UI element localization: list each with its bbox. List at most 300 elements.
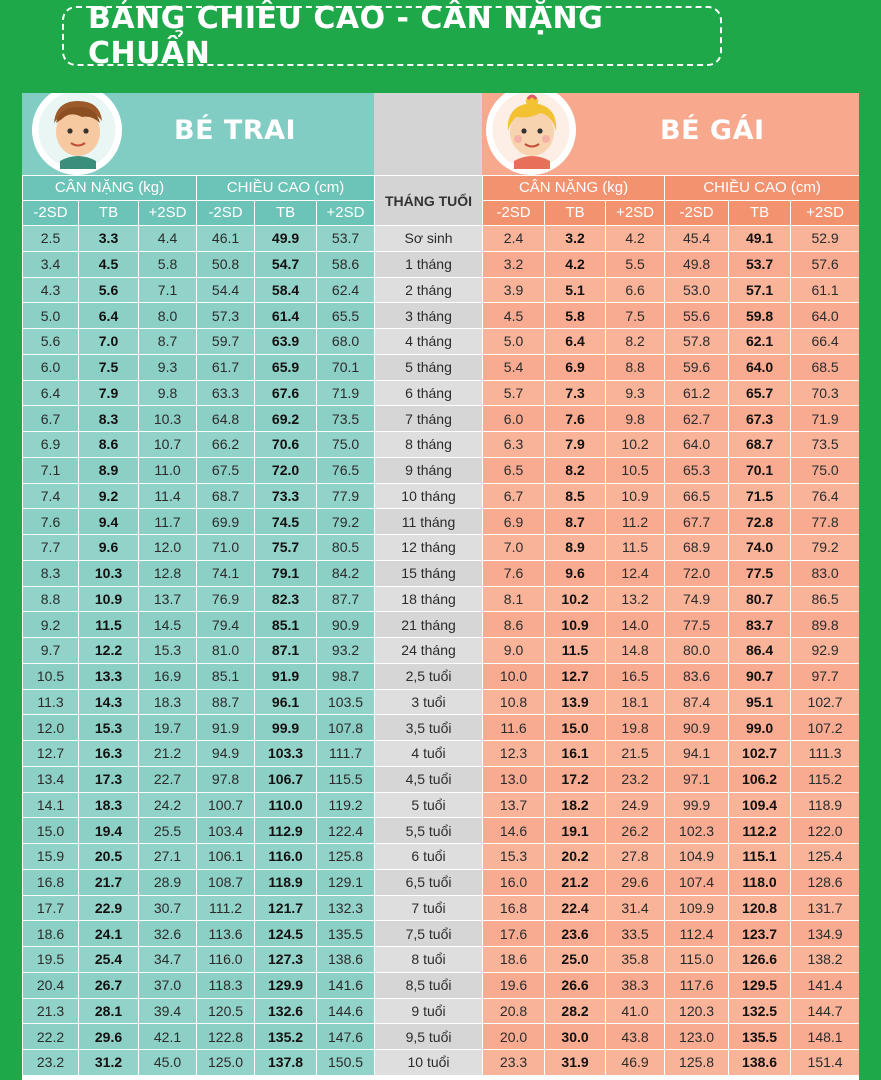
boy-cell: 3.4 <box>23 251 79 277</box>
boy-cell: 21.2 <box>139 741 197 767</box>
girl-cell: 10.0 <box>483 663 545 689</box>
boy-cell: 98.7 <box>317 663 375 689</box>
boy-cell: 63.9 <box>255 329 317 355</box>
girl-cell: 45.4 <box>665 226 729 252</box>
age-cell: 3,5 tuổi <box>375 715 483 741</box>
table-row <box>23 406 860 432</box>
boy-cell: 71.0 <box>197 535 255 561</box>
girl-cell: 19.8 <box>606 715 665 741</box>
age-cell: 1 tháng <box>375 251 483 277</box>
girl-cell: 22.4 <box>545 895 606 921</box>
boy-cell: 93.2 <box>317 638 375 664</box>
girl-cell: 79.2 <box>791 535 859 561</box>
boy-weight-subheader: +2SD <box>139 201 197 226</box>
boy-cell: 58.4 <box>255 277 317 303</box>
girl-cell: 5.1 <box>545 277 606 303</box>
girl-cell: 112.2 <box>729 818 791 844</box>
girl-cell: 11.2 <box>606 509 665 535</box>
boy-cell: 5.6 <box>23 329 79 355</box>
boy-cell: 111.2 <box>197 895 255 921</box>
girl-cell: 6.5 <box>483 457 545 483</box>
girl-cell: 24.9 <box>606 792 665 818</box>
table-row <box>23 818 860 844</box>
girl-cell: 77.5 <box>729 560 791 586</box>
girl-cell: 8.1 <box>483 586 545 612</box>
boy-cell: 110.0 <box>255 792 317 818</box>
girl-cell: 20.0 <box>483 1024 545 1050</box>
girl-cell: 94.1 <box>665 741 729 767</box>
girl-cell: 64.0 <box>791 303 859 329</box>
girl-cell: 71.9 <box>791 406 859 432</box>
girl-cell: 53.7 <box>729 251 791 277</box>
boy-cell: 7.5 <box>79 354 139 380</box>
boy-cell: 50.8 <box>197 251 255 277</box>
girl-cell: 11.6 <box>483 715 545 741</box>
girl-cell: 25.0 <box>545 947 606 973</box>
boy-cell: 66.2 <box>197 432 255 458</box>
girl-cell: 80.0 <box>665 638 729 664</box>
boy-cell: 11.7 <box>139 509 197 535</box>
age-cell: 5 tuổi <box>375 792 483 818</box>
girl-cell: 6.9 <box>483 509 545 535</box>
girl-cell: 115.1 <box>729 844 791 870</box>
boy-cell: 64.8 <box>197 406 255 432</box>
boy-cell: 7.0 <box>79 329 139 355</box>
boy-cell: 120.5 <box>197 998 255 1024</box>
age-cell: 3 tháng <box>375 303 483 329</box>
girl-cell: 49.8 <box>665 251 729 277</box>
boy-cell: 129.9 <box>255 972 317 998</box>
boy-cell: 12.7 <box>23 741 79 767</box>
girl-cell: 86.5 <box>791 586 859 612</box>
girl-cell: 8.6 <box>483 612 545 638</box>
boy-cell: 8.6 <box>79 432 139 458</box>
girl-cell: 126.6 <box>729 947 791 973</box>
girl-cell: 57.6 <box>791 251 859 277</box>
boy-cell: 96.1 <box>255 689 317 715</box>
table-row <box>23 586 860 612</box>
boy-cell: 135.5 <box>317 921 375 947</box>
boy-cell: 103.3 <box>255 741 317 767</box>
age-cell: 2,5 tuổi <box>375 663 483 689</box>
girl-cell: 97.1 <box>665 766 729 792</box>
boy-cell: 8.8 <box>23 586 79 612</box>
boy-cell: 87.7 <box>317 586 375 612</box>
boy-cell: 18.3 <box>139 689 197 715</box>
girl-cell: 8.9 <box>545 535 606 561</box>
boy-cell: 70.6 <box>255 432 317 458</box>
boy-cell: 11.4 <box>139 483 197 509</box>
girl-cell: 102.3 <box>665 818 729 844</box>
boy-cell: 74.5 <box>255 509 317 535</box>
boy-cell: 73.5 <box>317 406 375 432</box>
boy-cell: 135.2 <box>255 1024 317 1050</box>
table-row <box>23 663 860 689</box>
boy-cell: 85.1 <box>197 663 255 689</box>
boy-cell: 14.3 <box>79 689 139 715</box>
boy-cell: 8.0 <box>139 303 197 329</box>
boy-cell: 25.4 <box>79 947 139 973</box>
page-title: BẢNG CHIỀU CAO - CÂN NẶNG CHUẨN <box>88 1 604 71</box>
girl-cell: 65.7 <box>729 380 791 406</box>
boy-cell: 144.6 <box>317 998 375 1024</box>
boy-cell: 9.2 <box>23 612 79 638</box>
boy-cell: 10.3 <box>79 560 139 586</box>
girl-cell: 18.1 <box>606 689 665 715</box>
boy-cell: 16.8 <box>23 869 79 895</box>
boy-cell: 49.9 <box>255 226 317 252</box>
girl-cell: 31.9 <box>545 1050 606 1076</box>
age-cell: 24 tháng <box>375 638 483 664</box>
girl-height-subheader: TB <box>729 201 791 226</box>
girl-cell: 135.5 <box>729 1024 791 1050</box>
age-cell: 3 tuổi <box>375 689 483 715</box>
boy-cell: 29.6 <box>79 1024 139 1050</box>
girl-height-subheader: +2SD <box>791 201 859 226</box>
boy-cell: 4.3 <box>23 277 79 303</box>
boy-cell: 15.9 <box>23 844 79 870</box>
boy-cell: 132.3 <box>317 895 375 921</box>
boy-cell: 10.7 <box>139 432 197 458</box>
girl-cell: 8.5 <box>545 483 606 509</box>
girl-weight-subheader: +2SD <box>606 201 665 226</box>
table-row <box>23 998 860 1024</box>
boy-cell: 61.7 <box>197 354 255 380</box>
girl-cell: 23.2 <box>606 766 665 792</box>
girl-cell: 57.8 <box>665 329 729 355</box>
girl-cell: 10.9 <box>606 483 665 509</box>
boy-cell: 18.6 <box>23 921 79 947</box>
boy-cell: 132.6 <box>255 998 317 1024</box>
girl-cell: 86.4 <box>729 638 791 664</box>
boy-cell: 9.6 <box>79 535 139 561</box>
table-row <box>23 869 860 895</box>
age-cell: 9,5 tuổi <box>375 1024 483 1050</box>
girl-cell: 46.9 <box>606 1050 665 1076</box>
boy-cell: 75.0 <box>317 432 375 458</box>
boy-cell: 2.5 <box>23 226 79 252</box>
girl-cell: 53.0 <box>665 277 729 303</box>
boy-cell: 116.0 <box>197 947 255 973</box>
table-row <box>23 792 860 818</box>
girl-cell: 67.3 <box>729 406 791 432</box>
girl-cell: 73.5 <box>791 432 859 458</box>
girl-cell: 83.0 <box>791 560 859 586</box>
girl-cell: 20.8 <box>483 998 545 1024</box>
boy-cell: 6.0 <box>23 354 79 380</box>
table-row <box>23 947 860 973</box>
girl-cell: 68.7 <box>729 432 791 458</box>
table-row <box>23 432 860 458</box>
girl-cell: 59.8 <box>729 303 791 329</box>
age-cell: 5,5 tuổi <box>375 818 483 844</box>
girl-cell: 7.6 <box>483 560 545 586</box>
girl-cell: 118.0 <box>729 869 791 895</box>
girl-cell: 64.0 <box>729 354 791 380</box>
boy-cell: 21.3 <box>23 998 79 1024</box>
girl-cell: 115.2 <box>791 766 859 792</box>
girl-cell: 49.1 <box>729 226 791 252</box>
boy-cell: 122.8 <box>197 1024 255 1050</box>
boy-cell: 147.6 <box>317 1024 375 1050</box>
boy-cell: 108.7 <box>197 869 255 895</box>
boy-cell: 9.4 <box>79 509 139 535</box>
table-row <box>23 354 860 380</box>
girl-cell: 5.0 <box>483 329 545 355</box>
boy-cell: 23.2 <box>23 1050 79 1076</box>
boy-cell: 11.5 <box>79 612 139 638</box>
boy-cell: 4.5 <box>79 251 139 277</box>
boy-cell: 125.8 <box>317 844 375 870</box>
boy-cell: 112.9 <box>255 818 317 844</box>
table-row <box>23 535 860 561</box>
boy-cell: 69.2 <box>255 406 317 432</box>
girl-cell: 95.1 <box>729 689 791 715</box>
girl-cell: 13.9 <box>545 689 606 715</box>
boy-cell: 6.4 <box>23 380 79 406</box>
girl-cell: 9.0 <box>483 638 545 664</box>
girl-cell: 71.5 <box>729 483 791 509</box>
girl-cell: 67.7 <box>665 509 729 535</box>
girl-cell: 74.9 <box>665 586 729 612</box>
age-header: THÁNG TUỔI <box>375 176 483 226</box>
boy-cell: 6.4 <box>79 303 139 329</box>
girl-cell: 11.5 <box>606 535 665 561</box>
boy-cell: 11.3 <box>23 689 79 715</box>
age-cell: 15 tháng <box>375 560 483 586</box>
girl-cell: 13.2 <box>606 586 665 612</box>
table-row <box>23 844 860 870</box>
boy-cell: 71.9 <box>317 380 375 406</box>
girl-cell: 7.0 <box>483 535 545 561</box>
boy-cell: 37.0 <box>139 972 197 998</box>
boy-cell: 141.6 <box>317 972 375 998</box>
age-cell: 7,5 tuổi <box>375 921 483 947</box>
girl-cell: 33.5 <box>606 921 665 947</box>
boy-cell: 7.4 <box>23 483 79 509</box>
girl-cell: 83.7 <box>729 612 791 638</box>
girl-cell: 10.2 <box>606 432 665 458</box>
boy-cell: 22.2 <box>23 1024 79 1050</box>
boy-cell: 13.4 <box>23 766 79 792</box>
girl-cell: 138.2 <box>791 947 859 973</box>
age-cell: 10 tuổi <box>375 1050 483 1076</box>
boy-cell: 7.7 <box>23 535 79 561</box>
boy-cell: 24.2 <box>139 792 197 818</box>
girl-cell: 17.2 <box>545 766 606 792</box>
girl-cell: 102.7 <box>791 689 859 715</box>
girl-cell: 9.6 <box>545 560 606 586</box>
girl-cell: 109.9 <box>665 895 729 921</box>
girl-cell: 61.2 <box>665 380 729 406</box>
boy-height-subheader: +2SD <box>317 201 375 226</box>
table-row <box>23 509 860 535</box>
girl-cell: 120.3 <box>665 998 729 1024</box>
girl-cell: 4.5 <box>483 303 545 329</box>
girl-cell: 62.7 <box>665 406 729 432</box>
girl-cell: 16.8 <box>483 895 545 921</box>
girl-cell: 70.1 <box>729 457 791 483</box>
girl-cell: 138.6 <box>729 1050 791 1076</box>
girl-cell: 29.6 <box>606 869 665 895</box>
boy-cell: 91.9 <box>197 715 255 741</box>
boy-cell: 7.1 <box>23 457 79 483</box>
boy-cell: 8.7 <box>139 329 197 355</box>
boy-cell: 67.5 <box>197 457 255 483</box>
girl-cell: 123.0 <box>665 1024 729 1050</box>
girl-cell: 6.7 <box>483 483 545 509</box>
boy-cell: 79.1 <box>255 560 317 586</box>
girl-cell: 2.4 <box>483 226 545 252</box>
girl-cell: 61.1 <box>791 277 859 303</box>
boy-cell: 12.8 <box>139 560 197 586</box>
boy-cell: 80.5 <box>317 535 375 561</box>
boy-cell: 57.3 <box>197 303 255 329</box>
girl-cell: 18.6 <box>483 947 545 973</box>
age-cell: 11 tháng <box>375 509 483 535</box>
boy-cell: 7.1 <box>139 277 197 303</box>
girl-cell: 77.5 <box>665 612 729 638</box>
girl-cell: 10.8 <box>483 689 545 715</box>
boy-cell: 9.7 <box>23 638 79 664</box>
boy-cell: 42.1 <box>139 1024 197 1050</box>
girl-cell: 3.9 <box>483 277 545 303</box>
girl-cell: 115.0 <box>665 947 729 973</box>
girl-cell: 62.1 <box>729 329 791 355</box>
age-cell: 5 tháng <box>375 354 483 380</box>
boy-cell: 20.5 <box>79 844 139 870</box>
girl-cell: 30.0 <box>545 1024 606 1050</box>
girl-cell: 75.0 <box>791 457 859 483</box>
girl-cell: 148.1 <box>791 1024 859 1050</box>
boy-cell: 9.8 <box>139 380 197 406</box>
girl-cell: 83.6 <box>665 663 729 689</box>
girl-cell: 18.2 <box>545 792 606 818</box>
girl-cell: 68.5 <box>791 354 859 380</box>
age-cell: Sơ sinh <box>375 226 483 252</box>
boy-cell: 22.9 <box>79 895 139 921</box>
boy-cell: 15.3 <box>139 638 197 664</box>
girl-cell: 111.3 <box>791 741 859 767</box>
girl-cell: 4.2 <box>606 226 665 252</box>
boy-cell: 107.8 <box>317 715 375 741</box>
girl-cell: 125.8 <box>665 1050 729 1076</box>
age-cell: 12 tháng <box>375 535 483 561</box>
boy-height-subheader: TB <box>255 201 317 226</box>
boy-cell: 10.3 <box>139 406 197 432</box>
age-cell: 4,5 tuổi <box>375 766 483 792</box>
girl-cell: 72.0 <box>665 560 729 586</box>
boy-face-icon <box>34 93 120 173</box>
age-cell: 8,5 tuổi <box>375 972 483 998</box>
boy-height-subheader: -2SD <box>197 201 255 226</box>
boy-cell: 74.1 <box>197 560 255 586</box>
boy-cell: 72.0 <box>255 457 317 483</box>
boy-cell: 91.9 <box>255 663 317 689</box>
boy-cell: 21.7 <box>79 869 139 895</box>
girl-cell: 13.0 <box>483 766 545 792</box>
girl-cell: 26.2 <box>606 818 665 844</box>
girl-cell: 129.5 <box>729 972 791 998</box>
boy-cell: 10.5 <box>23 663 79 689</box>
girl-cell: 7.5 <box>606 303 665 329</box>
girl-cell: 19.6 <box>483 972 545 998</box>
boy-cell: 65.5 <box>317 303 375 329</box>
table-row <box>23 329 860 355</box>
table-row <box>23 483 860 509</box>
boy-cell: 4.4 <box>139 226 197 252</box>
boy-cell: 69.9 <box>197 509 255 535</box>
girl-cell: 16.5 <box>606 663 665 689</box>
boy-cell: 61.4 <box>255 303 317 329</box>
boy-cell: 19.4 <box>79 818 139 844</box>
boy-cell: 11.0 <box>139 457 197 483</box>
table-row <box>23 251 860 277</box>
girl-cell: 6.9 <box>545 354 606 380</box>
girl-cell: 28.2 <box>545 998 606 1024</box>
girl-cell: 8.8 <box>606 354 665 380</box>
girl-cell: 43.8 <box>606 1024 665 1050</box>
girl-cell: 72.8 <box>729 509 791 535</box>
girl-cell: 5.7 <box>483 380 545 406</box>
girl-cell: 59.6 <box>665 354 729 380</box>
boy-cell: 28.9 <box>139 869 197 895</box>
girl-cell: 8.7 <box>545 509 606 535</box>
boy-cell: 54.7 <box>255 251 317 277</box>
boy-cell: 9.3 <box>139 354 197 380</box>
boy-cell: 18.3 <box>79 792 139 818</box>
boy-cell: 8.3 <box>79 406 139 432</box>
boy-cell: 81.0 <box>197 638 255 664</box>
girl-cell: 132.5 <box>729 998 791 1024</box>
boy-cell: 79.2 <box>317 509 375 535</box>
age-cell: 2 tháng <box>375 277 483 303</box>
girl-cell: 4.2 <box>545 251 606 277</box>
boy-cell: 127.3 <box>255 947 317 973</box>
boy-cell: 115.5 <box>317 766 375 792</box>
girl-cell: 7.9 <box>545 432 606 458</box>
girl-cell: 35.8 <box>606 947 665 973</box>
boy-cell: 15.3 <box>79 715 139 741</box>
girl-cell: 16.1 <box>545 741 606 767</box>
boy-cell: 19.5 <box>23 947 79 973</box>
boy-cell: 82.3 <box>255 586 317 612</box>
boy-cell: 8.9 <box>79 457 139 483</box>
girl-cell: 3.2 <box>545 226 606 252</box>
table-row <box>23 766 860 792</box>
boy-cell: 113.6 <box>197 921 255 947</box>
girl-cell: 123.7 <box>729 921 791 947</box>
girl-cell: 128.6 <box>791 869 859 895</box>
boy-cell: 58.6 <box>317 251 375 277</box>
age-cell: 18 tháng <box>375 586 483 612</box>
girl-cell: 106.2 <box>729 766 791 792</box>
boy-cell: 13.7 <box>139 586 197 612</box>
boy-cell: 111.7 <box>317 741 375 767</box>
boy-cell: 122.4 <box>317 818 375 844</box>
age-cell: 6 tuổi <box>375 844 483 870</box>
boy-weight-subheader: -2SD <box>23 201 79 226</box>
girl-cell: 52.9 <box>791 226 859 252</box>
girl-cell: 5.8 <box>545 303 606 329</box>
age-cell: 6 tháng <box>375 380 483 406</box>
boy-cell: 14.1 <box>23 792 79 818</box>
boy-cell: 39.4 <box>139 998 197 1024</box>
girl-cell: 87.4 <box>665 689 729 715</box>
boy-cell: 73.3 <box>255 483 317 509</box>
girl-cell: 122.0 <box>791 818 859 844</box>
table-row <box>23 689 860 715</box>
